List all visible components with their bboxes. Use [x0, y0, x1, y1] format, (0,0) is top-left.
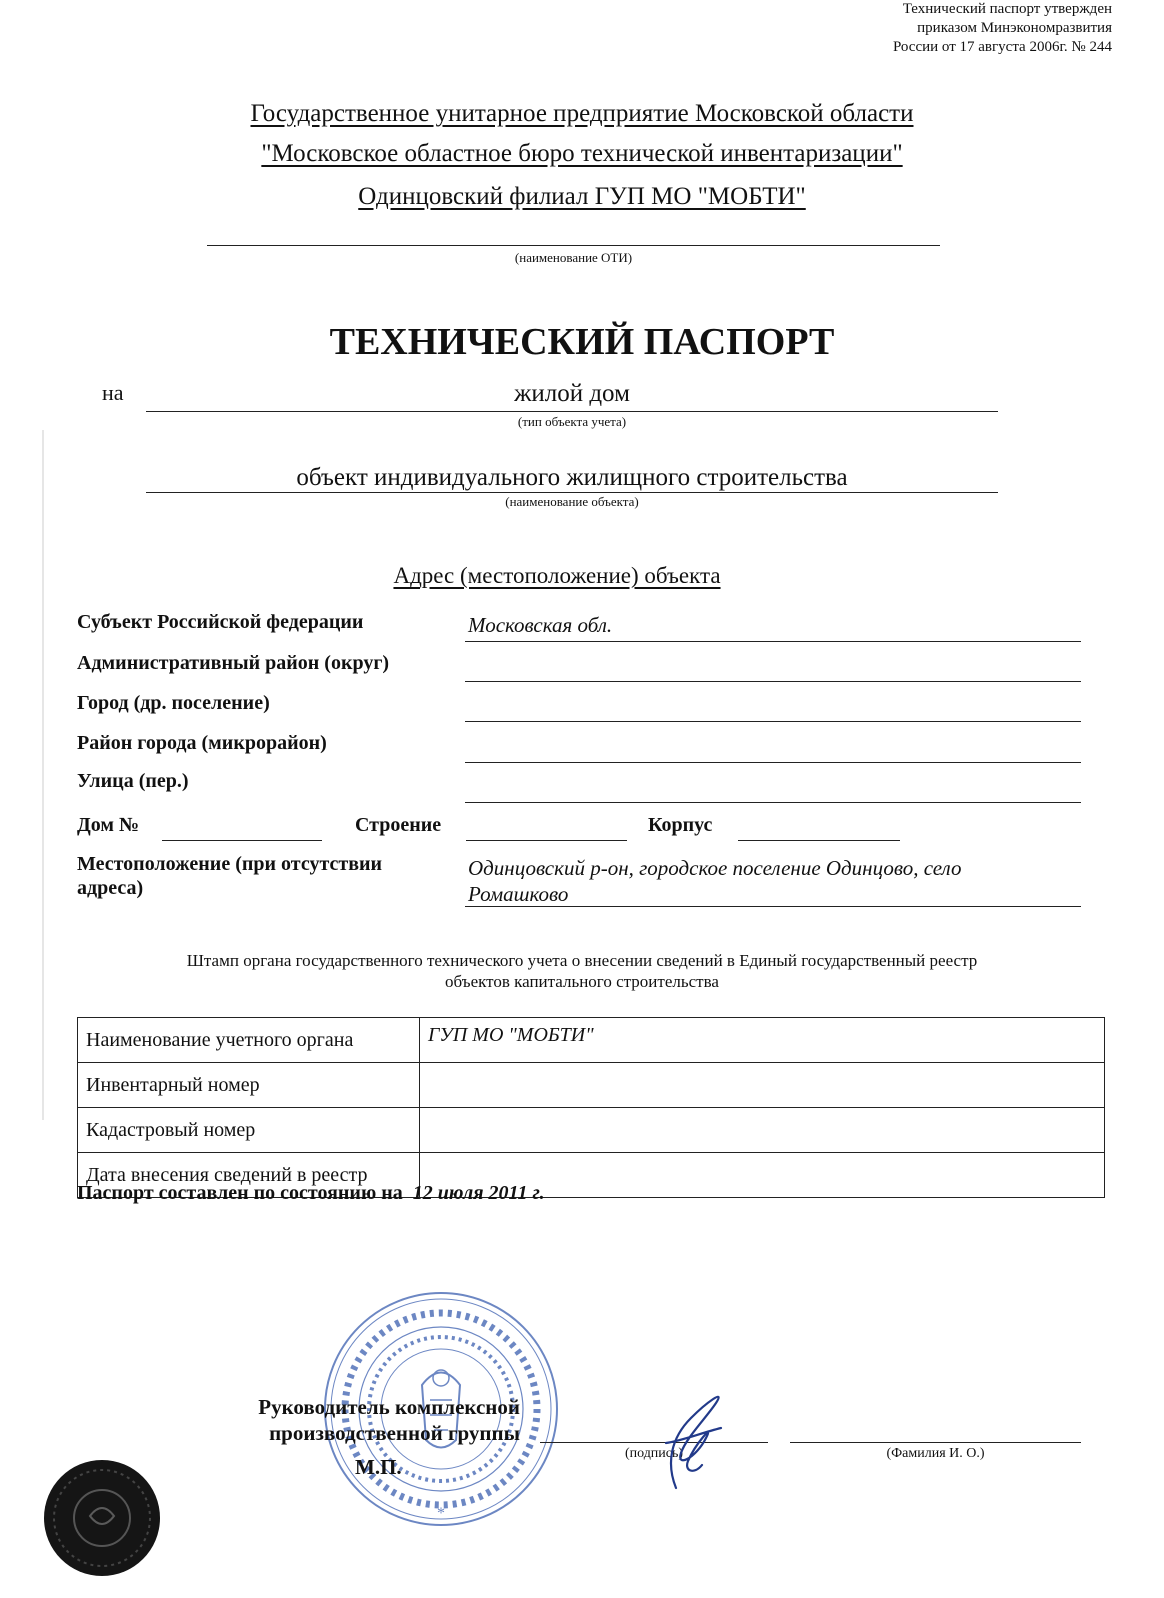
approval-line: России от 17 августа 2006г. № 244 — [892, 39, 1112, 55]
house-underline — [162, 840, 322, 841]
city-district-label: Район города (микрорайон) — [77, 732, 327, 754]
table-row — [78, 1108, 1105, 1153]
organization-underline — [207, 245, 940, 246]
object-type-prefix: на — [102, 380, 124, 405]
approval-line: приказом Минэкономразвития — [917, 20, 1112, 36]
city-label: Город (др. поселение) — [77, 692, 270, 714]
svg-text:*: * — [437, 1505, 445, 1522]
location-value — [468, 855, 961, 907]
table-cell-label: Дата внесения сведений в реестр — [78, 1153, 420, 1198]
passport-date — [77, 1182, 545, 1205]
building-underline — [466, 840, 627, 841]
approval-note — [893, 0, 1112, 57]
handwritten-signature — [636, 1383, 736, 1493]
stamp-heading-line: Штамп органа государственного технического учета о внесении сведений в Единый государственный реестр — [186, 951, 978, 970]
table-row — [78, 1018, 1105, 1063]
table-cell-label: Наименование учетного органа — [78, 1018, 420, 1063]
district-label: Административный район (округ) — [77, 652, 390, 674]
location-label-line: адреса) — [77, 877, 144, 899]
passport-date-value: 12 июля 2011 г. — [412, 1182, 545, 1204]
approval-line: Технический паспорт утвержден — [902, 1, 1112, 17]
object-name-value: объект индивидуального жилищного строительства — [296, 464, 848, 491]
address-heading: Адрес (местоположение) объекта — [393, 563, 721, 588]
house-label: Дом № — [77, 814, 140, 836]
signatory-role-line: производственной группы — [269, 1421, 520, 1445]
location-value-line: Ромашково — [468, 882, 569, 906]
location-underline — [465, 906, 1081, 907]
subject-underline — [465, 641, 1081, 642]
table-row — [78, 1063, 1105, 1108]
signatory-role — [230, 1394, 520, 1446]
district-underline — [465, 681, 1081, 682]
stamp-heading-line: объектов капитального строительства — [445, 972, 719, 991]
street-label: Улица (пер.) — [77, 770, 189, 792]
table-cell-value: ГУП МО "МОБТИ" — [420, 1018, 1105, 1063]
table-cell-label: Инвентарный номер — [78, 1063, 420, 1108]
city-underline — [465, 721, 1081, 722]
location-label — [77, 852, 382, 900]
city-district-underline — [465, 762, 1081, 763]
building-label: Строение — [355, 814, 442, 836]
subject-value: Московская обл. — [468, 613, 613, 637]
organization-caption: (наименование ОТИ) — [514, 250, 633, 265]
name-underline — [790, 1442, 1081, 1443]
signatory-role-line: Руководитель комплексной — [258, 1395, 520, 1419]
passport-date-label: Паспорт составлен по состоянию на — [77, 1182, 403, 1204]
document-title: ТЕХНИЧЕСКИЙ ПАСПОРТ — [329, 321, 835, 363]
object-type-underline — [146, 411, 998, 412]
black-seal — [40, 1428, 160, 1598]
location-value-line: Одинцовский р-он, городское поселение Одинцово, село — [468, 856, 962, 880]
table-cell-label: Кадастровый номер — [78, 1108, 420, 1153]
table-cell-value — [420, 1063, 1105, 1108]
stamp-section-heading — [60, 950, 1104, 992]
block-label: Корпус — [648, 814, 713, 836]
location-label-line: Местоположение (при отсутствии — [77, 853, 383, 875]
object-name-caption: (наименование объекта) — [505, 494, 639, 509]
table-cell-value — [420, 1108, 1105, 1153]
binding-thread — [42, 430, 44, 1120]
name-caption: (Фамилия И. О.) — [886, 1446, 985, 1461]
signature-caption: (подпись) — [624, 1446, 684, 1461]
organization-line-2: "Московское областное бюро технической инвентаризации" — [261, 140, 903, 167]
organization-line-3: Одинцовский филиал ГУП МО "МОБТИ" — [358, 183, 806, 210]
object-type-value: жилой дом — [514, 380, 630, 407]
organization-line-1: Государственное унитарное предприятие Московской области — [250, 100, 914, 127]
street-underline — [465, 802, 1081, 803]
object-name-underline — [146, 492, 998, 493]
seal-place-label: М.П. — [355, 1455, 402, 1479]
registry-stamp-table — [77, 1017, 1105, 1198]
subject-label: Субъект Российской федерации — [77, 611, 364, 633]
block-underline — [738, 840, 900, 841]
object-type-caption: (тип объекта учета) — [517, 414, 627, 429]
